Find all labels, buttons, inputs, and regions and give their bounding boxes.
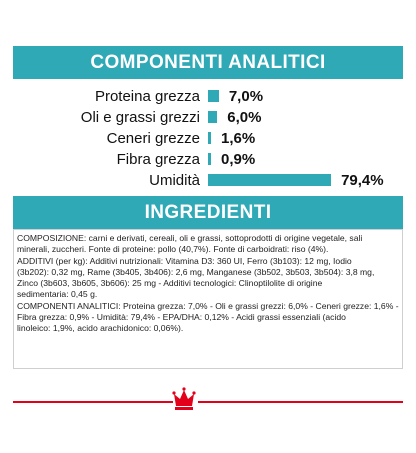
analytics-row-label: Umidità	[149, 172, 200, 189]
red-divider-right	[198, 401, 403, 403]
analytical-components-title: COMPONENTI ANALITICI	[90, 51, 326, 73]
analytical-components-header	[13, 46, 403, 79]
ingredients-line: minerali, zuccheri. Fonte di proteine: pollo (40,7%). Fonte di carboidrati: riso (4%).	[17, 244, 329, 255]
ingredients-line: linoleico: 1,9%, acido arachidonico: 0,06%).	[17, 323, 184, 334]
ingredients-header	[13, 196, 403, 229]
analytics-row	[0, 170, 416, 192]
analytics-row	[0, 107, 416, 129]
brand-footer	[0, 384, 416, 414]
ingredients-text-box	[13, 229, 403, 369]
ingredients-line: Fibra grezza: 0,9% - Umidità: 79,4% - EPA/DHA: 0,12% - Acidi grassi essenziali (acido	[17, 312, 346, 323]
ingredients-line: ADDITIVI (per kg): Additivi nutrizionali: Vitamina D3: 360 UI, Ferro (3b103): 12 mg, Iodio	[17, 255, 352, 266]
analytics-row-label: Ceneri grezze	[106, 130, 200, 147]
analytics-row-bar	[208, 153, 211, 165]
analytics-row-value: 1,6%	[221, 130, 256, 147]
analytics-row-bar	[208, 174, 331, 186]
analytics-row-value: 6,0%	[227, 109, 262, 126]
analytics-row-label: Fibra grezza	[116, 151, 200, 168]
ingredients-line: (3b202): 0,32 mg, Rame (3b405, 3b406): 2,6 mg, Manganese (3b502, 3b503, 3b504): 3,8 mg,	[17, 266, 375, 277]
analytics-row-value: 79,4%	[341, 172, 384, 189]
analytics-row-label: Proteina grezza	[94, 88, 200, 105]
ingredients-line: Zinco (3b603, 3b605, 3b606): 25 mg - Additivi tecnologici: Clinoptilolite di origine	[17, 278, 323, 289]
ingredients-line: COMPOSIZIONE: carni e derivati, cereali, oli e grassi, sottoprodotti di origine vegetale, sali	[17, 233, 363, 243]
analytics-row-bar	[208, 90, 219, 102]
analytics-row-value: 7,0%	[228, 88, 264, 105]
analytics-row-bar	[208, 111, 217, 123]
ingredients-title: INGREDIENTI	[144, 201, 272, 223]
analytics-row-bar	[208, 132, 211, 144]
red-divider-left	[13, 401, 173, 403]
analytics-row-value: 0,9%	[221, 151, 256, 168]
analytics-row	[0, 86, 416, 108]
royal-canin-crown-logo-icon	[172, 387, 195, 410]
analytics-row-label: Oli e grassi grezzi	[80, 109, 200, 126]
analytics-row	[0, 149, 416, 171]
ingredients-line: COMPONENTI ANALITICI: Proteina grezza: 7,0% - Oli e grassi grezzi: 6,0% - Ceneri grezze: 1,6% -	[17, 300, 399, 311]
ingredients-line: sedimentaria: 0,45 g.	[17, 289, 98, 300]
analytics-row	[0, 128, 416, 150]
